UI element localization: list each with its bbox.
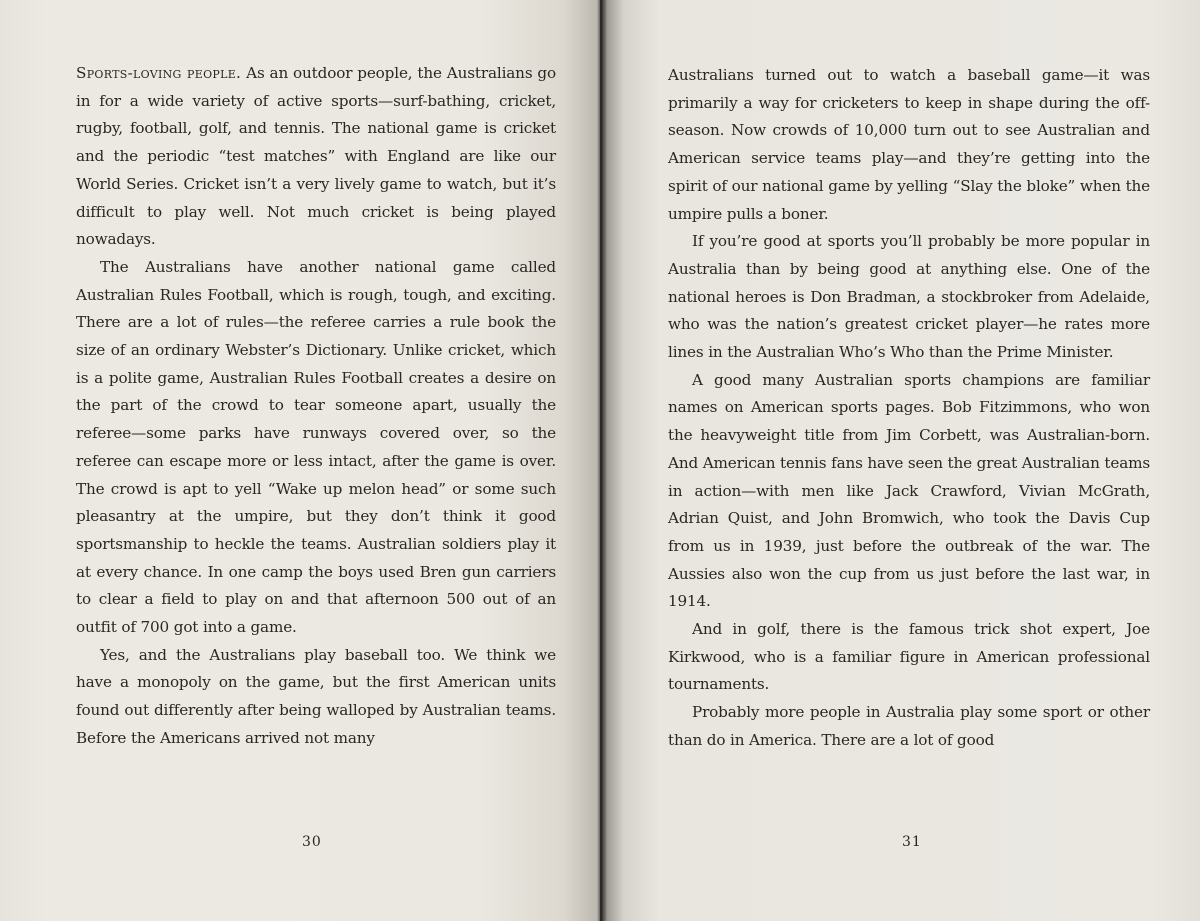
right-paragraph-4: And in golf, there is the famous trick shot expert, Joe Kirkwood, who is a familiar figure in American professional tournaments. bbox=[668, 620, 1150, 694]
section-lead-in: Sports-loving people. bbox=[76, 64, 242, 82]
left-paragraph-2: The Australians have another national game called Australian Rules Football, which is rough, tough, and exciting. There are a lot of rules—the referee carries a rule book the size of an ordinary Webster’s Dictionary. Unlike cricket, which is a polite game, Australian Rules Football creates a desire on the part of the crowd to tear someone apart, usually the referee—some parks have runways covered over, so the referee can escape more or less intact, after the game is over. The crowd is apt to yell “Wake up melon head” or some such pleasantry at the umpire, but they don’t think it good sportsmanship to heckle the teams. Australian soldiers play it at every chance. In one camp the boys used Bren gun carriers to clear a field to play on and that afternoon 500 out of an outfit of 700 got into a game. bbox=[76, 257, 556, 637]
left-paragraph-1 bbox=[76, 60, 556, 254]
right-paragraph-2: If you’re good at sports you’ll probably be more popular in Australia than by being good at anything else. One of the national heroes is Don Bradman, a stockbroker from Adelaide, who was the nation’s greatest cricket player—he rates more lines in the Australian Who’s Who than the Prime Minister. bbox=[668, 232, 1150, 362]
right-paragraph-5: Probably more people in Australia play some sport or other than do in America. There are a lot of good bbox=[668, 703, 1150, 749]
right-page-text bbox=[668, 62, 1150, 755]
book-gutter bbox=[597, 0, 607, 921]
left-paragraph-3: Yes, and the Australians play baseball too. We think we have a monopoly on the game, but the first American units found out differently after being walloped by Australian teams. Before the Americans arrived not many bbox=[76, 645, 556, 747]
left-page-number: 30 bbox=[302, 834, 322, 850]
left-paragraph-1-body: As an outdoor people, the Australians go in for a wide variety of active sports—surf-bathing, cricket, rugby, football, golf, and tennis. The national game is cricket and the periodic “test matches” with England are like our World Series. Cricket isn’t a very lively game to watch, but it’s difficult to play well. Not much cricket is being played nowadays. bbox=[76, 64, 556, 249]
right-page bbox=[600, 0, 1200, 921]
left-page-text bbox=[76, 60, 556, 753]
right-page-number: 31 bbox=[902, 834, 922, 850]
right-paragraph-1: Australians turned out to watch a baseball game—it was primarily a way for cricketers to keep in shape during the off-season. Now crowds of 10,000 turn out to see Australian and American service teams play—and they’re getting into the spirit of our national game by yelling “Slay the bloke” when the umpire pulls a boner. bbox=[668, 66, 1150, 223]
right-paragraph-3: A good many Australian sports champions are familiar names on American sports pages. Bob Fitzimmons, who won the heavyweight title from Jim Corbett, was Australian-born. And American tennis fans have seen the great Australian teams in action—with men like Jack Crawford, Vivian McGrath, Adrian Quist, and John Bromwich, who took the Davis Cup from us in 1939, just before the outbreak of the war. The Aussies also won the cup from us just before the last war, in 1914. bbox=[668, 370, 1150, 611]
